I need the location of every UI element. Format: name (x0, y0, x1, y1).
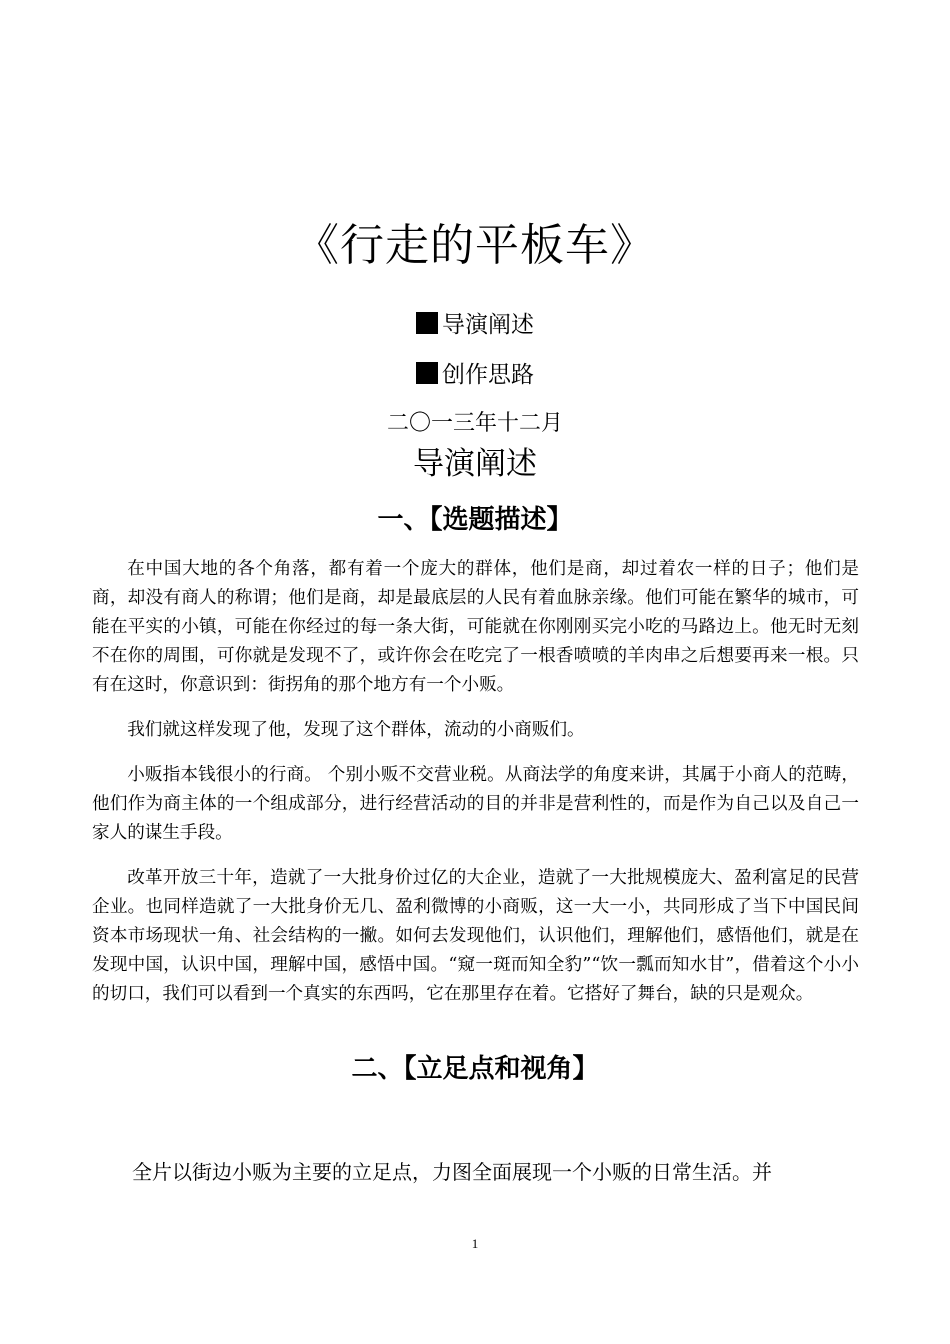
document-date: 二〇一三年十二月 (386, 411, 563, 436)
section-heading-topic: 一、【选题描述】 (377, 505, 573, 535)
toc-item-label: 导演阐述 (442, 312, 534, 338)
square-bullet-icon (416, 312, 438, 334)
paragraph: 小贩指本钱很小的行商。 个别小贩不交营业税。从商法学的角度来讲，其属于小商人的范畴，他们作为商主体的一个组成部分，进行经营活动的目的并非是营利性的，而是作为自己以及自己一家人的谋生手段。 (92, 765, 859, 843)
paragraph: 全片以街边小贩为主要的立足点，力图全面展现一个小贩的日常生活。并 (132, 1160, 772, 1184)
paragraph: 改革开放三十年，造就了一大批身价过亿的大企业，造就了一大批规模庞大、盈利富足的民营企业。也同样造就了一大批身价无几、盈利微博的小商贩，这一大一小，共同形成了当下中国民间资本市场现状一角、社会结构的一撇。如何去发现他们，认识他们，理解他们，感悟他们，就是在发现中国，认识中国，理解中国，感悟中国。“窥一斑而知全豹”“饮一瓢而知水甘”，借着这个小小的切口，我们可以看到一个真实的东西吗，它在那里存在着。它搭好了舞台，缺的只是观众。 (92, 868, 859, 1004)
toc-item-directors-statement (0, 310, 950, 340)
section-heading-perspective: 二、【立足点和视角】 (351, 1054, 599, 1084)
page-number: 1 (471, 1236, 479, 1251)
document-heading: 导演阐述 (413, 446, 537, 482)
toc-item-label: 创作思路 (442, 362, 534, 388)
paragraph: 我们就这样发现了他，发现了这个群体，流动的小商贩们。 (127, 720, 585, 740)
toc-item-creative-approach (0, 360, 950, 390)
square-bullet-icon (416, 362, 438, 384)
paragraph: 在中国大地的各个角落，都有着一个庞大的群体，他们是商，却过着农一样的日子；他们是商，却没有商人的称谓；他们是商，却是最底层的人民有着血脉亲缘。他们可能在繁华的城市，可能在平实的小镇，可能在你经过的每一条大街，可能就在你刚刚买完小吃的马路边上。他无时无刻不在你的周围，可你就是发现不了，或许你会在吃完了一根香喷喷的羊肉串之后想要再来一根。只有在这时，你意识到：街拐角的那个地方有一个小贩。 (92, 559, 859, 695)
document-title: 《行走的平板车》 (295, 220, 655, 271)
